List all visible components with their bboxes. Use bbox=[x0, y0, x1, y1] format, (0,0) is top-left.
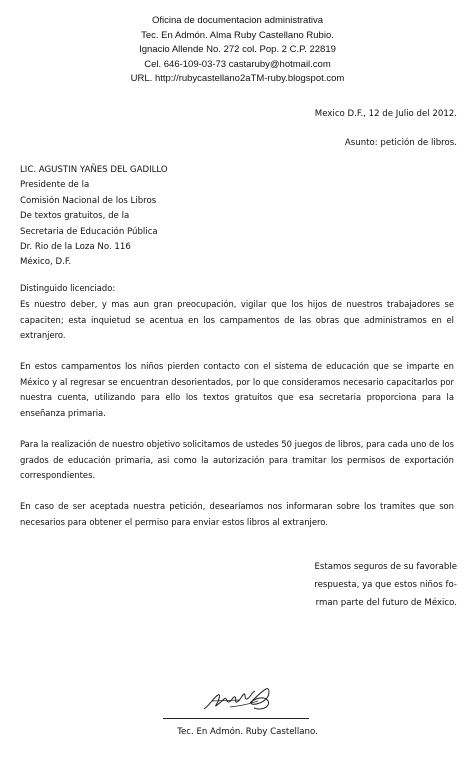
recipient-block bbox=[20, 163, 168, 271]
closing-line: rman parte del futuro de México. bbox=[315, 598, 457, 608]
letterhead-address: Ignacio Allende No. 272 col. Pop. 2 C.P. 22819 bbox=[139, 44, 336, 55]
recipient-line: Comisión Nacional de los Libros bbox=[20, 195, 157, 206]
body-paragraph: Es nuestro deber, y mas aun gran preocupación, vigilar que los hijos de nuestros trabajadores se capaciten; esta inquietud se acentua en los campamentos de las obras que administramos en el extranjero. bbox=[20, 299, 454, 341]
recipient-line: Dr. Rio de la Loza No. 116 bbox=[20, 242, 131, 253]
recipient-name: LIC. AGUSTIN YAÑES DEL GADILLO bbox=[20, 165, 168, 175]
signature-name: Tec. En Admón. Ruby Castellano. bbox=[177, 727, 318, 737]
closing-block bbox=[277, 558, 457, 612]
salutation: Distinguido licenciado: bbox=[20, 283, 116, 293]
letterhead-url: URL. http://rubycastellano2aTM-ruby.blogspot.com bbox=[130, 73, 345, 84]
letterhead-contact: Cel. 646-109-03-73 castaruby@hotmail.com bbox=[144, 58, 331, 70]
letterhead-office: Oficina de documentacion administrativa bbox=[151, 15, 324, 26]
letterhead-sender: Tec. En Admón. Alma Ruby Castellano Rubio. bbox=[141, 29, 334, 41]
closing-line: Estamos seguros de su favorable bbox=[314, 562, 457, 572]
handwritten-signature bbox=[200, 683, 272, 715]
body-paragraph: En estos campamentos los niños pierden contacto con el sistema de educación que se imparte en México y al regresar se encuentran desorientados, por lo que consideramos necesario capacitarlos por nuestra cuenta, utilizando para ello los textos gratuitos que esa secretaria proporciona para la enseñanza primaria. bbox=[20, 361, 454, 418]
signature-line bbox=[163, 718, 309, 719]
body-paragraph: En caso de ser aceptada nuestra petición, desearíamos nos informaran sobre los tramites que son necesarios para obtener el permiso para enviar estos libros al extranjero. bbox=[20, 501, 454, 527]
letter-subject: Asunto: petición de libros. bbox=[344, 138, 457, 148]
body-paragraph: Para la realización de nuestro objetivo solicitamos de ustedes 50 juegos de libros, para cada uno de los grados de educación primaria, asi como la autorización para tramitar los permisos de exportación correspondientes. bbox=[20, 439, 454, 481]
recipient-line: Presidente de la bbox=[20, 180, 90, 191]
closing-line: respuesta, ya que estos niños fo- bbox=[314, 580, 457, 590]
letter-date: Mexico D.F., 12 de Julio del 2012. bbox=[314, 109, 457, 119]
recipient-line: México, D.F. bbox=[20, 257, 72, 268]
letterhead bbox=[0, 14, 475, 87]
recipient-line: Secretaria de Educación Pública bbox=[20, 226, 158, 237]
recipient-line: De textos gratuitos, de la bbox=[20, 211, 130, 222]
